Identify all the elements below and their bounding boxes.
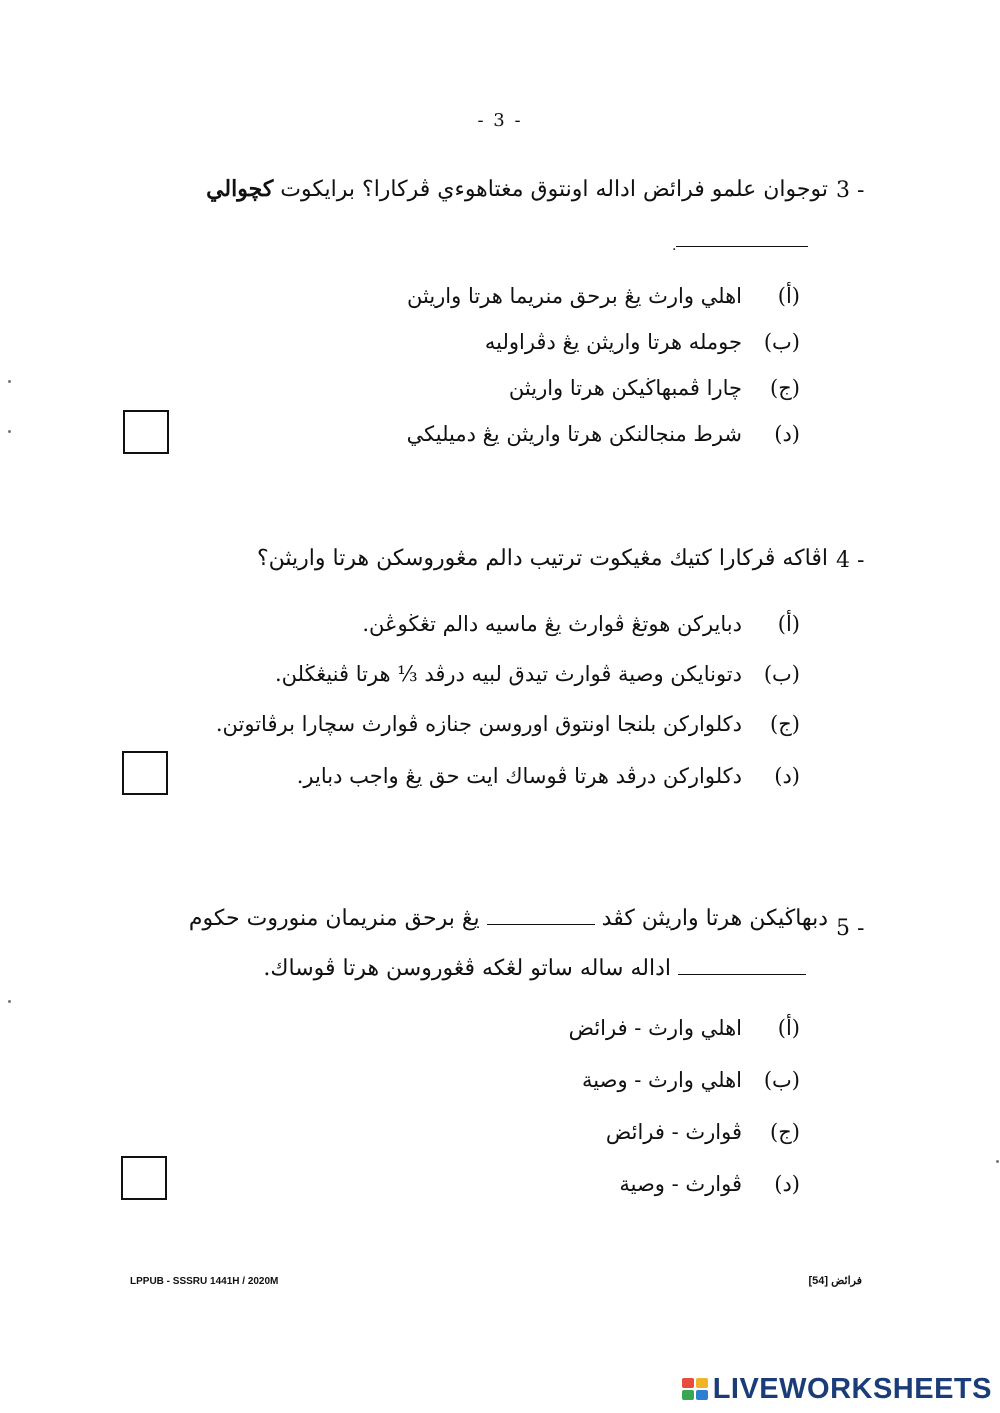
option-label: (ج)	[770, 1120, 800, 1144]
footer-subject: فرائض [54]	[808, 1275, 862, 1287]
question-5-stem-start: دبهاڬيكن هرتا واريثن كڤد	[601, 906, 828, 931]
option-label: (أ)	[777, 1016, 800, 1040]
option-text: دكلواركن درڤد هرتا ڤوساك ايت حق يڠ واجب دباير.	[296, 764, 742, 788]
option-text: دبايركن هوتڠ ڤوارث يڠ ماسيه دالم تڠڬوڠن.	[362, 612, 742, 636]
question-4-option-c[interactable]	[216, 712, 800, 736]
question-4-option-a[interactable]	[362, 612, 800, 636]
question-3-stem-emphasis: كچوالي	[206, 176, 274, 202]
footer-code: LPPUB - SSSRU 1441H / 2020M	[130, 1276, 279, 1287]
question-4-number: 4 -	[836, 548, 865, 573]
question-3-blank-period: .	[672, 238, 677, 254]
scan-speck	[8, 1000, 11, 1003]
option-text: جومله هرتا واريثن يڠ دڤراوليه	[484, 330, 742, 354]
question-3-stem-text: توجوان علمو فرائض اداله اونتوق مغتاهوءي ڤركارا؟ برايكوت	[280, 177, 828, 202]
option-text: ڤوارث - وصية	[619, 1172, 742, 1196]
option-label: (د)	[774, 1172, 800, 1196]
option-text: اهلي وارث - فرائض	[568, 1016, 742, 1040]
question-5-option-b[interactable]	[582, 1068, 800, 1092]
question-4-answer-box[interactable]	[122, 751, 168, 795]
option-text: دتونايكن وصية ڤوارث تيدق لبيه درڤد ⅓ هرتا ڤنيڠڬلن.	[274, 662, 742, 686]
option-text: چارا ڤمبهاڬيكن هرتا واريثن	[508, 376, 742, 400]
question-5-stem-line2	[263, 956, 806, 981]
question-5-blank-1	[487, 924, 595, 925]
option-label: (د)	[774, 764, 800, 788]
question-3-option-b[interactable]	[485, 330, 800, 354]
liveworksheets-logo-icon	[681, 1375, 709, 1403]
liveworksheets-wordmark: LIVEWORKSHEETS	[712, 1372, 992, 1405]
option-label: (ب)	[763, 1068, 800, 1092]
question-5-stem-end: يڠ برحق منريمان منوروت حكوم	[188, 906, 480, 931]
scan-speck	[8, 380, 11, 383]
question-5-option-d[interactable]	[619, 1172, 800, 1196]
question-5-number: 5 -	[836, 916, 865, 941]
question-3-stem	[108, 176, 828, 202]
question-4-stem: اڤاكه ڤركارا كتيك مڠيكوت ترتيب دالم مڠوروسكن هرتا واريثن؟	[256, 546, 828, 571]
question-5-option-a[interactable]	[569, 1016, 800, 1040]
scan-speck	[8, 430, 11, 433]
option-label: (ب)	[763, 662, 800, 686]
liveworksheets-brand[interactable]	[681, 1372, 992, 1406]
option-label: (د)	[774, 422, 800, 446]
page-number: - 3 -	[477, 110, 523, 131]
option-label: (أ)	[777, 612, 800, 636]
option-label: (ب)	[763, 330, 800, 354]
option-label: (ج)	[770, 376, 800, 400]
question-3-blank-line	[676, 232, 808, 247]
option-text: اهلي وارث يڠ برحق منريما هرتا واريثن	[407, 284, 742, 308]
option-text: ڤوارث - فرائض	[605, 1120, 742, 1144]
question-5-answer-box[interactable]	[121, 1156, 167, 1200]
option-label: (أ)	[777, 284, 800, 308]
question-5-stem-line2-text: اداله ساله ساتو لڠكه ڤڠوروسن هرتا ڤوساك.	[263, 956, 671, 981]
option-text: دكلواركن بلنجا اونتوق اوروسن جنازه ڤوارث سچارا برڤاتوتن.	[215, 712, 742, 736]
question-3-number: 3 -	[836, 178, 865, 203]
question-3-answer-box[interactable]	[123, 410, 169, 454]
question-4-option-d[interactable]	[297, 764, 800, 788]
question-3-option-a[interactable]	[407, 284, 800, 308]
question-4-option-b[interactable]	[275, 662, 800, 686]
question-3-option-d[interactable]	[407, 422, 800, 446]
question-3-option-c[interactable]	[509, 376, 800, 400]
option-label: (ج)	[770, 712, 800, 736]
option-text: اهلي وارث - وصية	[582, 1068, 742, 1092]
option-text: شرط منجالنكن هرتا واريثن يڠ دميليكي	[406, 422, 742, 446]
scan-speck	[996, 1160, 999, 1163]
question-5-blank-2	[678, 974, 806, 975]
question-5-stem-line1	[189, 906, 828, 931]
question-5-option-c[interactable]	[606, 1120, 800, 1144]
